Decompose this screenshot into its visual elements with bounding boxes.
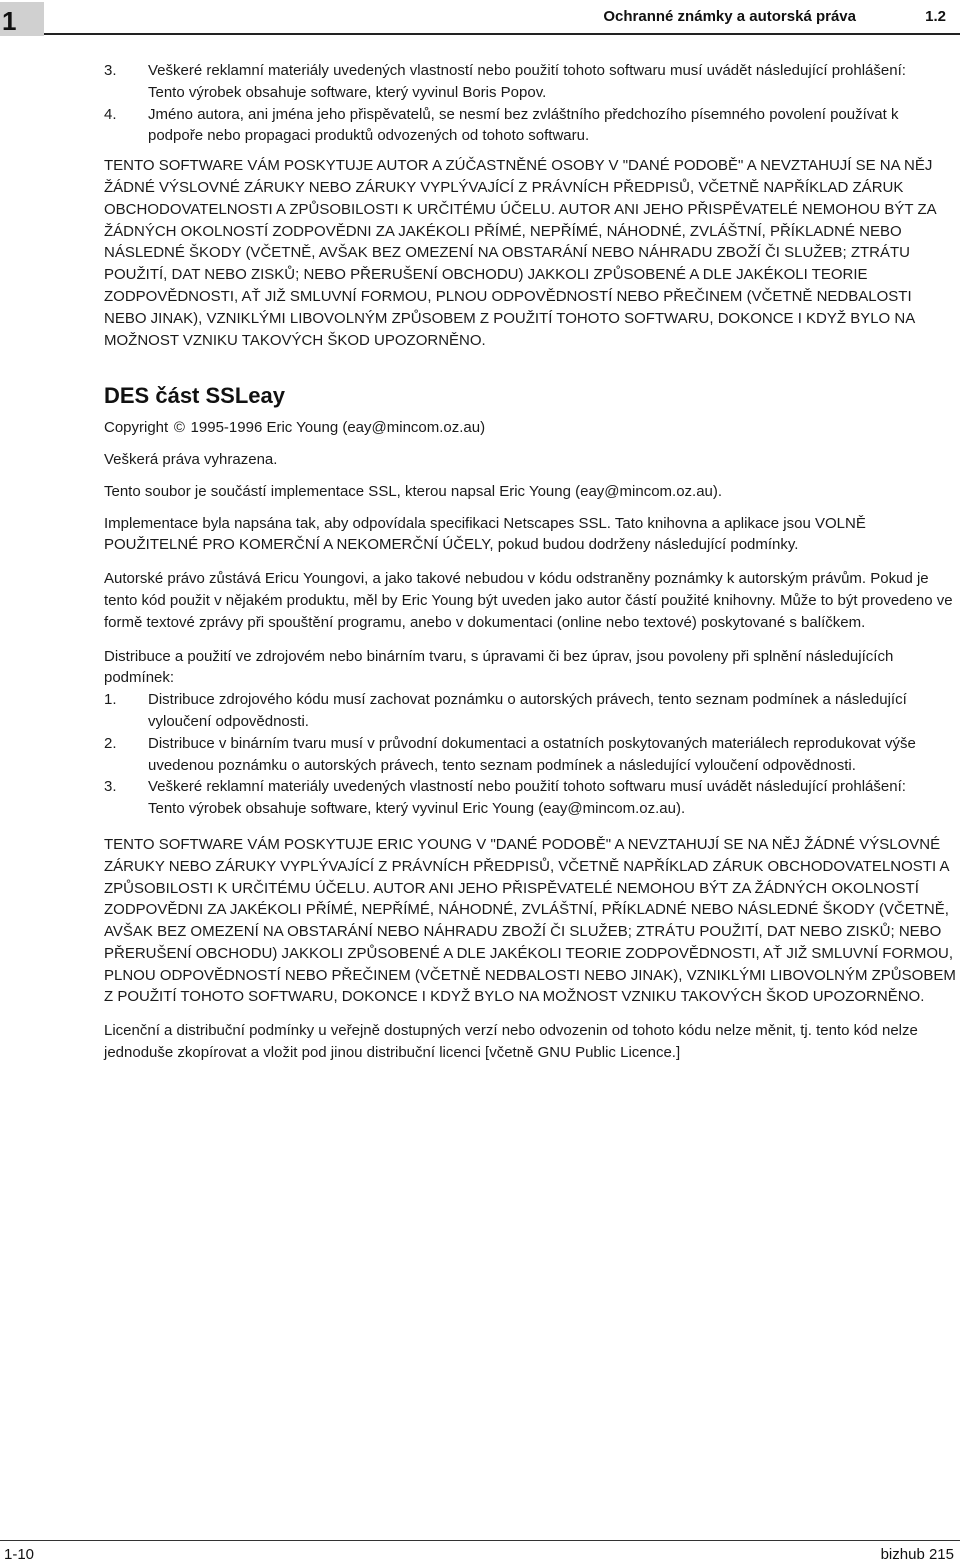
list-text: Veškeré reklamní materiály uvedených vlastností nebo použití tohoto softwaru musí uvádět následující prohlášení: — [148, 778, 906, 796]
list-number: 3. — [104, 62, 117, 79]
header-divider — [44, 33, 960, 35]
list-item — [104, 104, 956, 148]
list-item — [104, 733, 956, 777]
header-title: Ochranné známky a autorská práva — [603, 8, 856, 25]
page-number: 1-10 — [4, 1546, 35, 1563]
list-text: Tento výrobek obsahuje software, který vyvinul Boris Popov. — [148, 83, 547, 101]
paragraph: Tento soubor je součástí implementace SSL, kterou napsal Eric Young (eay@mincom.oz.au). — [104, 482, 723, 500]
list-number: 4. — [104, 105, 117, 123]
list-text: Distribuce zdrojového kódu musí zachovat poznámku o autorských právech, tento seznam podmínek a následující vyloučení odpovědnosti. — [148, 691, 907, 730]
disclaimer-paragraph: TENTO SOFTWARE VÁM POSKYTUJE AUTOR A ZÚČASTNĚNÉ OSOBY V "DANÉ PODOBĚ" A NEVZTAHUJÍ SE NA NĚJ ŽÁDNÉ VÝSLOVNÉ ZÁRUKY NEBO ZÁRUKY VYPLÝVAJÍCÍ Z PRÁVNÍCH PŘEDPISŮ, VČETNĚ NAPŘÍKLAD ZÁRUK OBCHODOVATELNOSTI A ZPŮSOBILOSTI K URČITÉMU ÚČELU. AUTOR ANI JEHO PŘISPĚVATELÉ NEMOHOU BÝT ZA ŽÁDNÝCH OKOLNOSTÍ ZODPOVĚDNI ZA JAKÉKOLI PŘÍMÉ, NEPŘÍMÉ, NÁHODNÉ, ZVLÁŠTNÍ, PŘÍKLADNÉ NEBO NÁSLEDNÉ ŠKODY (VČETNĚ, AVŠAK BEZ OMEZENÍ NA OBSTARÁNÍ NEBO NÁHRADU ZBOŽÍ ČI SLUŽEB; ZTRÁTU POUŽITÍ, DAT NEBO ZISKŮ; NEBO PŘERUŠENÍ OBCHODU) JAKKOLI ZPŮSOBENÉ A DLE JAKÉKOLI TEORIE ZODPOVĚDNOSTI, AŤ JIŽ SMLUVNÍ FORMOU, PLNOU ODPOVĚDNOSTÍ NEBO PŘEČINEM (VČETNĚ NEDBALOSTI NEBO JINAK), VZNIKLÝMI LIBOVOLNÝM ZPŮSOBEM Z POUŽITÍ TOHOTO SOFTWARU, DOKONCE I KDYŽ BYLO NA MOŽNOST VZNIKU TAKOVÝCH ŠKOD UPOZORNĚNO. — [104, 157, 936, 349]
list-text: Distribuce v binárním tvaru musí v průvodní dokumentaci a ostatních poskytovaných materiálech reprodukovat výše uvedenou poznámku o autorských právech, tento seznam podmínek a následující vyloučení odpovědnosti. — [148, 734, 916, 774]
copyright-line — [104, 417, 956, 439]
header-section-number: 1.2 — [925, 8, 946, 25]
list-text: Veškeré reklamní materiály uvedených vlastností nebo použití tohoto softwaru musí uvádět následující prohlášení: — [148, 62, 906, 79]
copyright-prefix: Copyright — [104, 419, 169, 437]
disclaimer-paragraph: TENTO SOFTWARE VÁM POSKYTUJE ERIC YOUNG V "DANÉ PODOBĚ" A NEVZTAHUJÍ SE NA NĚJ ŽÁDNÉ VÝSLOVNÉ ZÁRUKY NEBO ZÁRUKY VYPLÝVAJÍCÍ Z PRÁVNÍCH PŘEDPISŮ, VČETNĚ NAPŘÍKLAD ZÁRUK OBCHODOVATELNOSTI A ZPŮSOBILOSTI K URČITÉMU ÚČELU. AUTOR ANI JEHO PŘISPĚVATELÉ NEMOHOU BÝT ZA ŽÁDNÝCH OKOLNOSTÍ ZODPOVĚDNI ZA JAKÉKOLI PŘÍMÉ, NEPŘÍMÉ, NÁHODNÉ, ZVLÁŠTNÍ, PŘÍKLADNÉ NEBO NÁSLEDNÉ ŠKODY (VČETNĚ, AVŠAK BEZ OMEZENÍ NA OBSTARÁNÍ NEBO NÁHRADU ZBOŽÍ ČI SLUŽEB; ZTRÁTU POUŽITÍ, DAT NEBO ZISKŮ; NEBO PŘERUŠENÍ OBCHODU) JAKKOLI ZPŮSOBENÉ A DLE JAKÉKOLI TEORIE ZODPOVĚDNOSTI, AŤ JIŽ SMLUVNÍ FORMOU, PLNOU ODPOVĚDNOSTÍ NEBO PŘEČINEM (VČETNĚ NEDBALOSTI NEBO JINAK), VZNIKLÝMI LIBOVOLNÝM ZPŮSOBEM Z POUŽITÍ TOHOTO SOFTWARU, DOKONCE I KDYŽ BYLO NA MOŽNOST VZNIKU TAKOVÝCH ŠKOD UPOZORNĚNO. — [104, 835, 956, 1006]
paragraph: Autorské právo zůstává Ericu Youngovi, a jako takové nebudou v kódu odstraněny poznámky k autorským právům. Pokud je tento kód použit v nějakém produktu, měl by Eric Young být uveden jako autor částí použité knihovny. Může to být provedeno ve formě textové zprávy při spouštění programu, anebo v dokumentaci (online nebo textové) poskytované s balíčkem. — [104, 570, 953, 631]
list-item — [104, 776, 956, 820]
paragraph: Licenční a distribuční podmínky u veřejně dostupných verzí nebo odvozenin od tohoto kódu nelze měnit, tj. tento kód nelze jednoduše zkopírovat a vložit pod jinou distribuční licenci [včetně GNU Public Licence.] — [104, 1022, 918, 1062]
list-number: 2. — [104, 734, 117, 752]
product-name: bizhub 215 — [880, 1546, 954, 1563]
paragraph: Implementace byla napsána tak, aby odpovídala specifikaci Netscapes SSL. Tato knihovna a aplikace jsou VOLNĚ POUŽITELNÉ PRO KOMERČNÍ A NEKOMERČNÍ ÚČELY, pokud budou dodrženy následující podmínky. — [104, 514, 866, 554]
list-text: Tento výrobek obsahuje software, který vyvinul Eric Young (eay@mincom.oz.au). — [148, 800, 686, 818]
copyright-text: 1995-1996 Eric Young (eay@mincom.oz.au) — [190, 419, 486, 437]
list-number: 1. — [104, 691, 117, 709]
rights-reserved: Veškerá práva vyhrazena. — [104, 450, 278, 468]
list-text: Jméno autora, ani jména jeho přispěvatelů, se nesmí bez zvláštního předchozího písemného povolení používat k podpoře nebo propagaci produktů odvozených od tohoto softwaru. — [148, 105, 899, 145]
section-title: DES část SSLeay — [104, 383, 285, 409]
chapter-number: 1 — [2, 6, 17, 36]
list-number: 3. — [104, 778, 117, 796]
paragraph: Distribuce a použití ve zdrojovém nebo binárním tvaru, s úpravami či bez úprav, jsou povoleny při splnění následujících podmínek: — [104, 647, 894, 687]
list-item — [104, 60, 956, 104]
copyright-icon: © — [173, 419, 185, 437]
footer-divider — [0, 1540, 960, 1541]
list-item — [104, 689, 956, 733]
page-content — [104, 60, 956, 1064]
